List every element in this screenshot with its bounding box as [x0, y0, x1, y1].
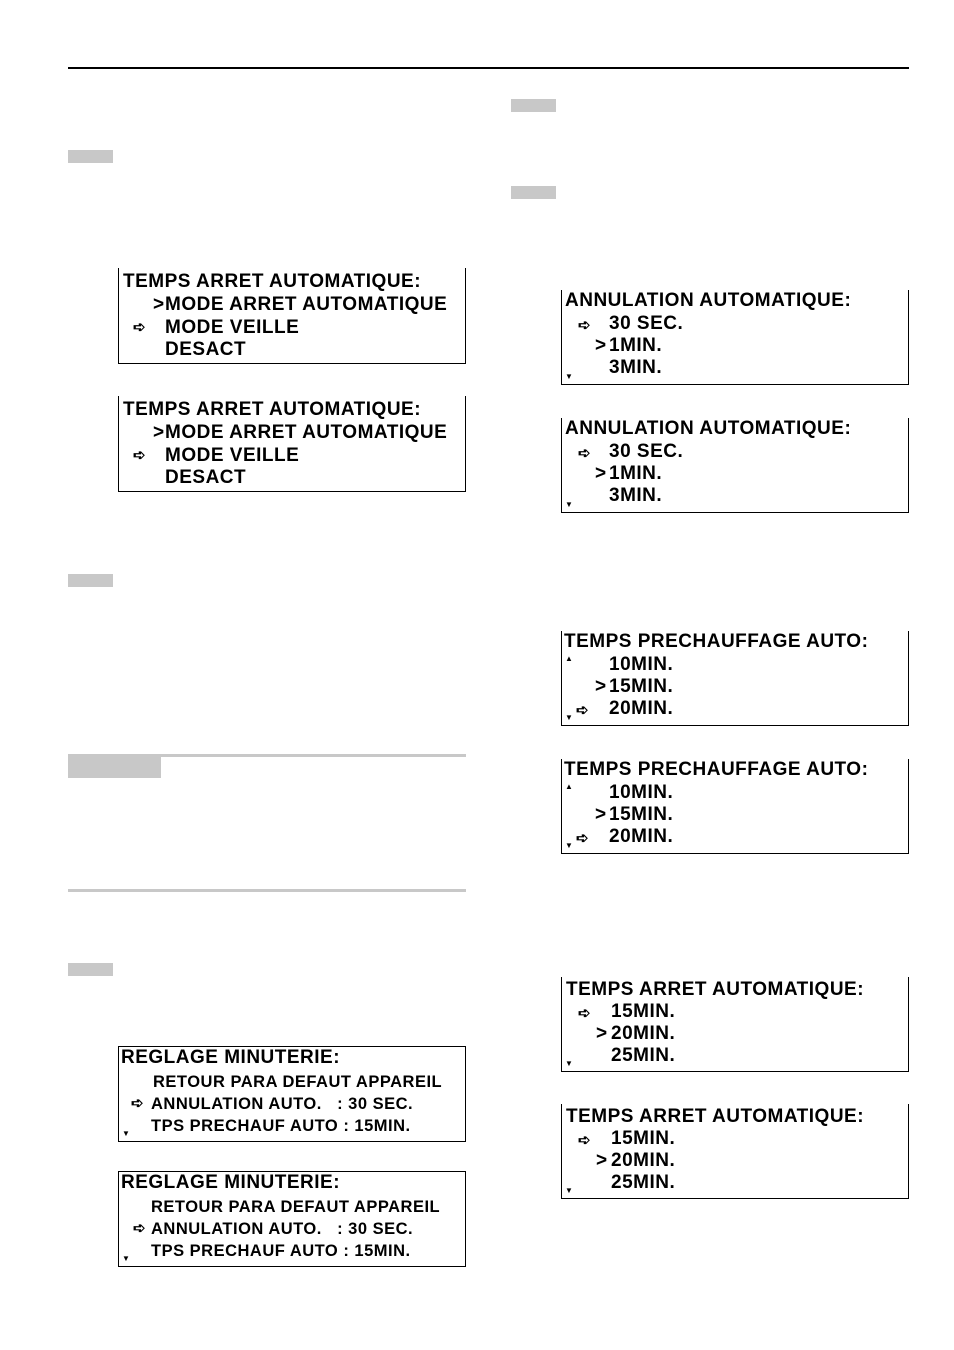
option-10-min: 10MIN. [609, 782, 674, 803]
lcd-auto-off-mode-2 [118, 396, 466, 492]
scroll-down-icon: ▼ [122, 1254, 131, 1263]
cursor-marker: > [595, 676, 607, 697]
selection-arrow-icon: ➪ [578, 1005, 592, 1022]
header-rule [68, 67, 909, 69]
cursor-marker: > [153, 294, 165, 315]
menu-item-preheat: TPS PRECHAUF AUTO : 15MIN. [151, 1242, 411, 1260]
selection-arrow-icon: ➪ [576, 702, 590, 719]
scroll-down-icon: ▼ [565, 500, 574, 509]
option-25-min: 25MIN. [611, 1045, 676, 1066]
option-1-min: 1MIN. [609, 463, 663, 484]
cursor-marker: > [595, 463, 607, 484]
selection-arrow-icon: ➪ [133, 319, 147, 336]
lcd-preheat-2 [561, 759, 909, 854]
scroll-down-icon: ▼ [565, 841, 574, 850]
menu-item-auto-off-mode: MODE ARRET AUTOMATIQUE [165, 422, 448, 443]
scroll-down-icon: ▼ [565, 713, 574, 722]
scroll-down-icon: ▼ [565, 372, 574, 381]
option-25-min: 25MIN. [611, 1172, 676, 1193]
option-15-min: 15MIN. [609, 676, 674, 697]
option-3-min: 3MIN. [609, 357, 663, 378]
menu-item-reset-defaults: RETOUR PARA DEFAUT APPAREIL [151, 1198, 441, 1216]
cursor-marker: > [596, 1023, 608, 1044]
option-20-min: 20MIN. [611, 1023, 676, 1044]
scroll-up-icon: ▲ [565, 782, 574, 791]
menu-item-sleep-mode: MODE VEILLE [165, 445, 300, 466]
selection-arrow-icon: ➪ [578, 1132, 592, 1149]
step-tab [68, 963, 113, 976]
lcd-preheat-1 [561, 631, 909, 726]
menu-item-auto-clear: ANNULATION AUTO. : 30 SEC. [151, 1220, 414, 1238]
option-15-min: 15MIN. [611, 1001, 676, 1022]
selection-arrow-icon: ➪ [576, 830, 590, 847]
option-15-min: 15MIN. [611, 1128, 676, 1149]
lcd-title: REGLAGE MINUTERIE: [121, 1047, 341, 1068]
step-tab [511, 99, 556, 112]
lcd-title: TEMPS ARRET AUTOMATIQUE: [123, 271, 422, 292]
scroll-down-icon: ▼ [565, 1186, 574, 1195]
step-tab [511, 186, 556, 199]
lcd-title: TEMPS PRECHAUFFAGE AUTO: [564, 759, 869, 780]
menu-item-reset-defaults: RETOUR PARA DEFAUT APPAREIL [153, 1073, 443, 1091]
note-bottom-rule [68, 889, 466, 892]
step-tab [68, 574, 113, 587]
option-20-min: 20MIN. [611, 1150, 676, 1171]
lcd-title: TEMPS PRECHAUFFAGE AUTO: [564, 631, 869, 652]
selection-arrow-icon: ➪ [578, 317, 592, 334]
menu-item-auto-off-mode: MODE ARRET AUTOMATIQUE [165, 294, 448, 315]
option-30-sec: 30 SEC. [609, 441, 684, 462]
lcd-title: ANNULATION AUTOMATIQUE: [565, 290, 852, 311]
option-10-min: 10MIN. [609, 654, 674, 675]
lcd-auto-off-time-2 [561, 1104, 909, 1199]
selection-arrow-icon: ➪ [131, 1095, 145, 1112]
option-1-min: 1MIN. [609, 335, 663, 356]
scroll-up-icon: ▲ [565, 654, 574, 663]
option-3-min: 3MIN. [609, 485, 663, 506]
lcd-title: TEMPS ARRET AUTOMATIQUE: [566, 1106, 865, 1127]
scroll-down-icon: ▼ [122, 1129, 131, 1138]
step-tab [68, 150, 113, 163]
lcd-timer-setting-1 [118, 1046, 466, 1142]
menu-item-sleep-mode: MODE VEILLE [165, 317, 300, 338]
menu-item-auto-clear: ANNULATION AUTO. : 30 SEC. [151, 1095, 414, 1113]
lcd-auto-off-time-1 [561, 977, 909, 1072]
selection-arrow-icon: ➪ [133, 1220, 147, 1237]
menu-item-preheat: TPS PRECHAUF AUTO : 15MIN. [151, 1117, 411, 1135]
option-20-min: 20MIN. [609, 698, 674, 719]
lcd-timer-setting-2 [118, 1171, 466, 1267]
cursor-marker: > [596, 1150, 608, 1171]
cursor-marker: > [595, 335, 607, 356]
scroll-down-icon: ▼ [565, 1059, 574, 1068]
lcd-auto-clear-2 [561, 418, 909, 513]
cursor-marker: > [595, 804, 607, 825]
menu-item-off: DESACT [165, 339, 247, 360]
lcd-auto-off-mode-1 [118, 268, 466, 364]
selection-arrow-icon: ➪ [133, 447, 147, 464]
lcd-title: TEMPS ARRET AUTOMATIQUE: [123, 399, 422, 420]
lcd-title: TEMPS ARRET AUTOMATIQUE: [566, 979, 865, 1000]
lcd-auto-clear-1 [561, 290, 909, 385]
note-tab [68, 757, 161, 778]
option-15-min: 15MIN. [609, 804, 674, 825]
menu-item-off: DESACT [165, 467, 247, 488]
option-20-min: 20MIN. [609, 826, 674, 847]
selection-arrow-icon: ➪ [578, 445, 592, 462]
cursor-marker: > [153, 422, 165, 443]
lcd-title: REGLAGE MINUTERIE: [121, 1172, 341, 1193]
option-30-sec: 30 SEC. [609, 313, 684, 334]
lcd-title: ANNULATION AUTOMATIQUE: [565, 418, 852, 439]
